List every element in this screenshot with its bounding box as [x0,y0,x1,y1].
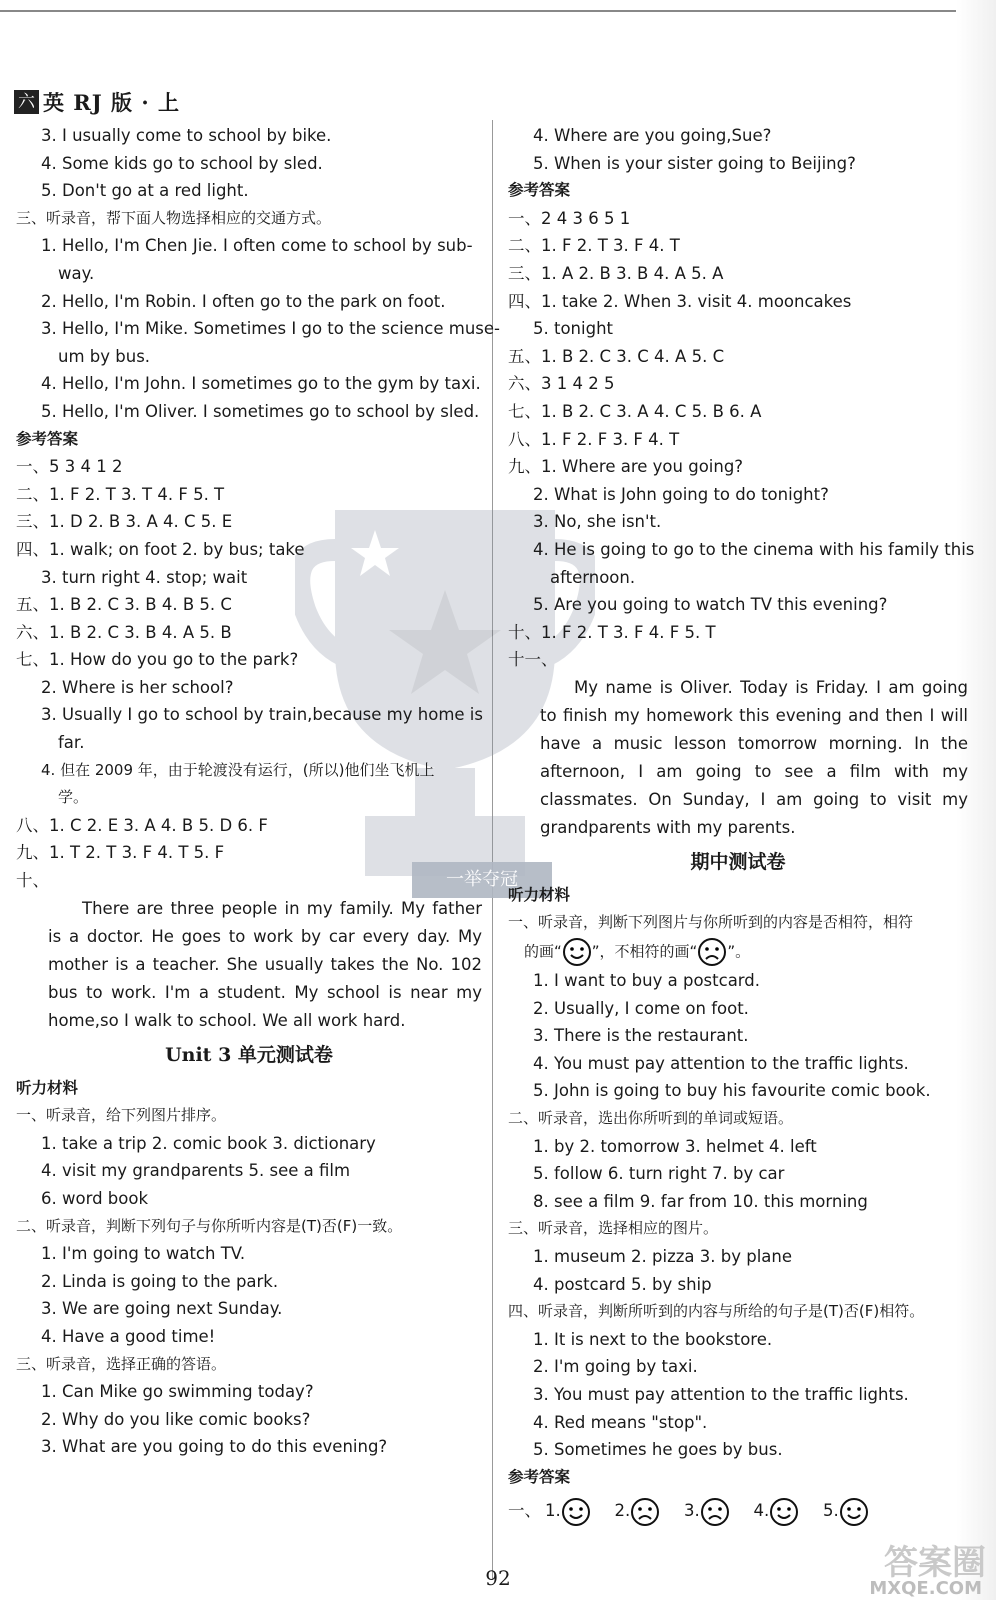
text-line: 1. by 2. tomorrow 3. helmet 4. left [533,1136,817,1156]
answer-prefix: 一、 [508,1501,541,1521]
page-number: 92 [485,1566,511,1590]
text-line: 4. Have a good time! [41,1326,216,1346]
text-line: um by bus. [58,346,151,366]
answer-line: 一、2 4 3 6 5 1 [508,208,631,228]
section-title: 二、听录音，判断下列句子与你所听内容是(T)否(F)一致。 [16,1216,403,1235]
section-title: 一、听录音，给下列图片排序。 [16,1106,227,1125]
text-line: 5. Hello, I'm Oliver. I sometimes go to school by sled. [41,401,480,421]
text-line: 8. see a film 9. far from 10. this morning [533,1191,868,1211]
answers-heading: 参考答案 [508,181,571,200]
text-line: 3. You must pay attention to the traffic lights. [533,1384,909,1404]
answer-line: 九、1. Where are you going? [508,457,744,477]
answer-line: 六、3 1 4 2 5 [508,374,615,394]
answer-line: 八、1. C 2. E 3. A 4. B 5. D 6. F [16,815,268,835]
answer-line: 2. What is John going to do tonight? [533,484,829,504]
face-label: 3. [684,1501,700,1521]
unit3-title: Unit 3 单元测试卷 [165,1043,333,1066]
text-line: 5. Sometimes he goes by bus. [533,1440,783,1460]
answer-line: 九、1. T 2. T 3. F 4. T 5. F [16,843,225,863]
section-title: 三、听录音，帮下面人物选择相应的交通方式。 [16,208,332,227]
text-line: 2. Hello, I'm Robin. I often go to the park on foot. [41,291,446,311]
section-title: 三、听录音，选择相应的图片。 [508,1219,719,1238]
text-line: 5. John is going to buy his favourite comic book. [533,1081,931,1101]
instruction-text: ”，不相符的画“ [591,942,698,961]
face-answers-row [508,1491,968,1531]
face-label: 1. [545,1501,561,1521]
text-line: 4. Red means "stop". [533,1412,708,1432]
sad-face-icon [697,937,727,967]
answer-line: 二、1. F 2. T 3. F 4. T [508,236,680,256]
corner-logo: 答案圈 [884,1543,986,1583]
text-line: 2. Why do you like comic books? [41,1409,311,1429]
text-line: 3. What are you going to do this evening? [41,1437,388,1457]
face-label: 4. [753,1501,770,1521]
text-line: 2. Linda is going to the park. [41,1271,279,1291]
section-title: 二、听录音，选出你所听到的单词或短语。 [508,1109,794,1128]
answers-heading: 参考答案 [16,429,79,448]
answer-line: 3. No, she isn't. [533,512,662,532]
face-answer [754,1491,800,1531]
answer-line: 4. 但在 2009 年，由于轮渡没有运行，(所以)他们坐飞机上 [41,760,435,779]
section-title: 四、听录音，判断所听到的内容与所给的句子是(T)否(F)相符。 [508,1302,925,1321]
answer-paragraph: My name is Oliver. Today is Friday. I am going to finish my homework this evening and then I will have a music lesson tomorrow morning. In the afternoon, I am going to see a film with my classmates. On Sunday, I am going to visit my grandparents with my parents. [540,677,968,837]
answer-line: far. [58,733,85,753]
answer-line: 三、1. A 2. B 3. B 4. A 5. A [508,263,724,283]
answer-line: 十一、 [508,650,558,670]
text-line: way. [58,263,95,283]
section-title-cont [508,937,968,967]
grade-badge: 六 [14,90,39,114]
answer-line: 五、1. B 2. C 3. C 4. A 5. C [508,346,725,366]
smiley-face-icon [839,1497,869,1527]
section-title: 一、听录音，判断下列图片与你所听到的内容是否相符，相符 [508,913,914,932]
listening-heading: 听力材料 [16,1078,79,1097]
text-line: 1. museum 2. pizza 3. by plane [533,1247,793,1266]
text-line: 1. Can Mike go swimming today? [41,1382,314,1402]
instruction-text: 的画“ [524,942,562,961]
section-title: 三、听录音，选择正确的答语。 [16,1354,227,1373]
answer-line: 四、1. walk; on foot 2. by bus; take [16,539,305,559]
watermark-badge: 一举夺冠 [412,862,552,898]
text-line: 4. Some kids go to school by sled. [41,153,323,173]
corner-url: MXQE.COM [869,1578,982,1599]
text-line: 1. I want to buy a postcard. [533,971,761,991]
answer-line: afternoon. [550,567,636,587]
answer-paragraph: There are three people in my family. My father is a doctor. He goes to work by car every day. My mother is a teacher. She usually takes the No. 102 bus to work. I'm a student. My school is near my home,so I walk to school. We all work hard. [48,898,482,1030]
answer-line: 六、1. B 2. C 3. B 4. A 5. B [16,622,232,642]
answer-line: 七、1. B 2. C 3. A 4. C 5. B 6. A [508,401,762,421]
text-line: 1. Hello, I'm Chen Jie. I often come to school by sub- [41,236,473,256]
face-label: 5. [823,1501,839,1521]
text-line: 3. Hello, I'm Mike. Sometimes I go to the science muse- [41,319,500,339]
text-line: 4. You must pay attention to the traffic lights. [533,1053,909,1073]
face-answer [545,1491,591,1531]
face-answer [684,1491,730,1531]
text-line: 2. Usually, I come on foot. [533,998,749,1018]
answer-line: 4. He is going to go to the cinema with his family this [533,539,975,559]
face-answer [615,1491,661,1531]
text-line: 6. word book [41,1189,149,1208]
smiley-face-icon [561,1497,591,1527]
page-header [14,88,180,116]
answer-line: 3. turn right 4. stop; wait [41,567,248,587]
answer-line: 5. Are you going to watch TV this evening? [533,595,888,615]
answer-line: 3. Usually I go to school by train,because my home is [41,705,483,725]
answer-line: 二、1. F 2. T 3. T 4. F 5. T [16,484,225,504]
left-column [16,122,500,1461]
smiley-face-icon [562,937,592,967]
answer-line: 七、1. How do you go to the park? [16,650,299,670]
text-line: 1. I'm going to watch TV. [41,1244,246,1264]
answer-line: 一、5 3 4 1 2 [16,457,123,477]
text-line: 5. When is your sister going to Beijing? [533,153,856,173]
text-line: 1. It is next to the bookstore. [533,1329,773,1349]
answer-line: 八、1. F 2. F 3. F 4. T [508,429,680,449]
text-line: 1. take a trip 2. comic book 3. dictionary [41,1133,376,1153]
listening-heading: 听力材料 [508,885,571,904]
smiley-face-icon [769,1497,799,1527]
answer-line: 三、1. D 2. B 3. A 4. C 5. E [16,512,233,532]
text-line: 4. visit my grandparents 5. see a film [41,1161,351,1181]
midterm-title: 期中测试卷 [690,850,786,873]
sad-face-icon [630,1497,660,1527]
text-line: 4. postcard 5. by ship [533,1274,712,1294]
answer-line: 2. Where is her school? [41,677,234,697]
text-line: 3. There is the restaurant. [533,1026,749,1046]
answer-line: 五、1. B 2. C 3. B 4. B 5. C [16,595,232,615]
text-line: 5. Don't go at a red light. [41,181,249,201]
text-line: 4. Where are you going,Sue? [533,126,772,145]
answer-line: 十、1. F 2. T 3. F 4. F 5. T [508,622,716,642]
sad-face-icon [700,1497,730,1527]
instruction-text: ”。 [727,942,751,961]
answer-line: 四、1. take 2. When 3. visit 4. mooncakes [508,291,852,311]
answer-line: 学。 [58,788,89,807]
text-line: 4. Hello, I'm John. I sometimes go to the gym by taxi. [41,374,481,394]
text-line: 2. I'm going by taxi. [533,1357,698,1377]
top-rule [0,10,996,12]
face-label: 2. [614,1501,631,1521]
answers-heading: 参考答案 [508,1467,571,1486]
edition-label: 英 RJ 版 · 上 [43,90,180,115]
text-line: 5. follow 6. turn right 7. by car [533,1164,785,1184]
text-line: 3. We are going next Sunday. [41,1299,283,1319]
right-column [508,122,975,1531]
face-answer [823,1491,869,1531]
answer-line: 十、 [16,871,49,891]
answer-line: 5. tonight [533,319,613,339]
text-line: 3. I usually come to school by bike. [41,126,332,145]
